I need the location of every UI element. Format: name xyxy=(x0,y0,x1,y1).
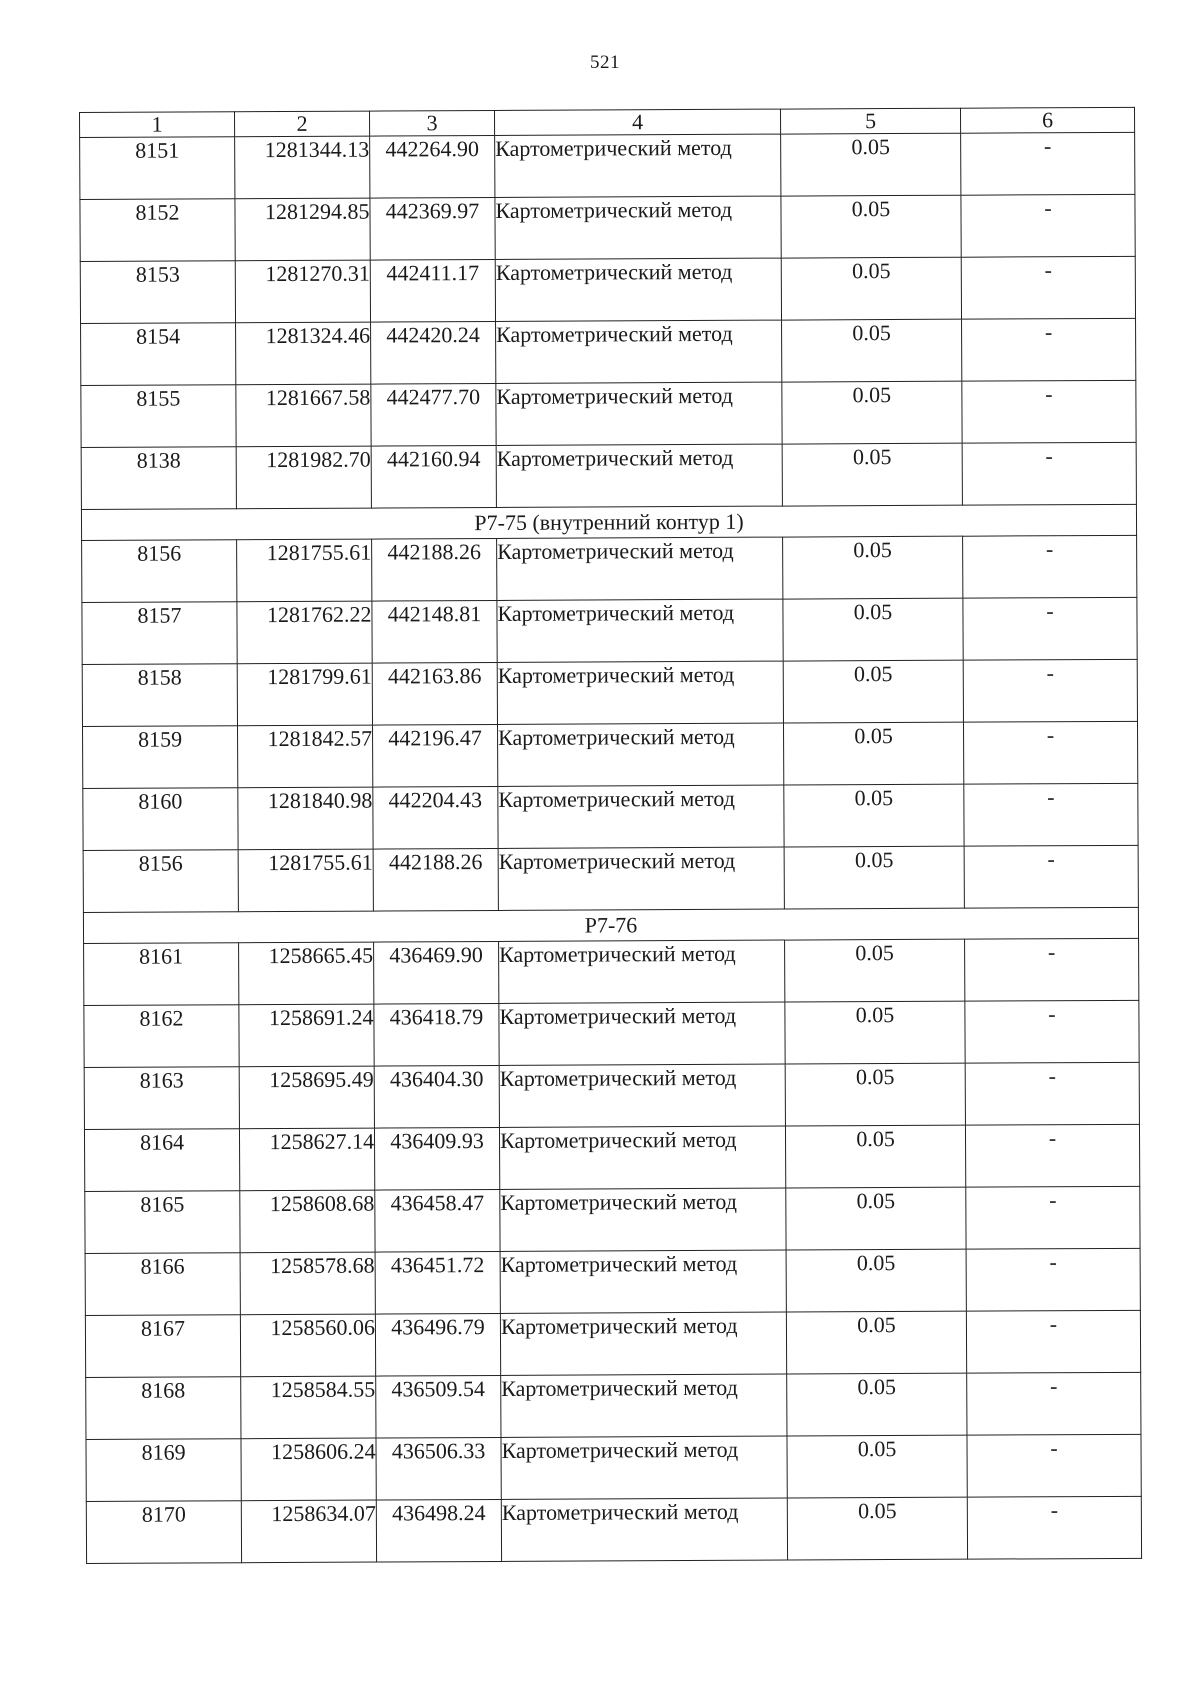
x-coordinate-cell: 1258627.14 xyxy=(239,1128,374,1191)
method-cell: Картометрический метод xyxy=(495,134,781,197)
column-header: 2 xyxy=(235,111,370,137)
coordinates-table xyxy=(79,107,1142,1564)
y-coordinate-cell: 442411.17 xyxy=(370,259,495,322)
method-cell: Картометрический метод xyxy=(496,382,782,445)
x-coordinate-cell: 1258608.68 xyxy=(240,1190,375,1253)
method-cell: Картометрический метод xyxy=(496,320,782,383)
table-row xyxy=(85,1310,1140,1377)
x-coordinate-cell: 1258691.24 xyxy=(239,1004,374,1067)
point-number-cell: 8169 xyxy=(86,1439,241,1502)
method-cell: Картометрический метод xyxy=(496,444,782,507)
y-coordinate-cell: 436404.30 xyxy=(374,1065,499,1128)
table-row xyxy=(80,256,1135,323)
point-number-cell: 8164 xyxy=(84,1129,239,1192)
point-number-cell: 8161 xyxy=(84,943,239,1006)
accuracy-cell: 0.05 xyxy=(783,722,963,785)
table-row xyxy=(86,1372,1141,1439)
point-number-cell: 8158 xyxy=(82,664,237,727)
table-row xyxy=(81,380,1136,447)
x-coordinate-cell: 1258695.49 xyxy=(239,1066,374,1129)
point-number-cell: 8155 xyxy=(81,385,236,448)
table-row xyxy=(81,442,1136,509)
note-cell: - xyxy=(965,1000,1139,1063)
section-title-row xyxy=(83,907,1138,943)
y-coordinate-cell: 436418.79 xyxy=(374,1003,499,1066)
table-row xyxy=(85,1248,1140,1315)
point-number-cell: 8166 xyxy=(85,1253,240,1316)
accuracy-cell: 0.05 xyxy=(784,846,964,909)
note-cell: - xyxy=(966,1248,1140,1311)
point-number-cell: 8154 xyxy=(81,323,236,386)
note-cell: - xyxy=(967,1372,1141,1435)
point-number-cell: 8165 xyxy=(85,1191,240,1254)
method-cell: Картометрический метод xyxy=(495,196,781,259)
point-number-cell: 8167 xyxy=(85,1315,240,1378)
accuracy-cell: 0.05 xyxy=(783,536,963,599)
y-coordinate-cell: 436496.79 xyxy=(375,1313,500,1376)
x-coordinate-cell: 1258578.68 xyxy=(240,1252,375,1315)
note-cell: - xyxy=(963,721,1137,784)
y-coordinate-cell: 442264.90 xyxy=(370,135,495,198)
note-cell: - xyxy=(964,783,1138,846)
x-coordinate-cell: 1281344.13 xyxy=(235,136,370,199)
y-coordinate-cell: 442204.43 xyxy=(373,786,498,849)
accuracy-cell: 0.05 xyxy=(787,1435,967,1498)
y-coordinate-cell: 442369.97 xyxy=(370,197,495,260)
method-cell: Картометрический метод xyxy=(499,1126,785,1189)
point-number-cell: 8160 xyxy=(83,788,238,851)
note-cell: - xyxy=(964,845,1138,908)
column-header: 3 xyxy=(369,110,494,136)
point-number-cell: 8163 xyxy=(84,1067,239,1130)
table-row xyxy=(83,783,1138,850)
method-cell: Картометрический метод xyxy=(495,258,781,321)
y-coordinate-cell: 442420.24 xyxy=(371,321,496,384)
note-cell: - xyxy=(965,1062,1139,1125)
accuracy-cell: 0.05 xyxy=(785,1125,965,1188)
section-title-row xyxy=(81,504,1136,540)
method-cell: Картометрический метод xyxy=(500,1312,786,1375)
table-row xyxy=(82,597,1137,664)
method-cell: Картометрический метод xyxy=(497,537,783,600)
y-coordinate-cell: 436506.33 xyxy=(376,1437,501,1500)
accuracy-cell: 0.05 xyxy=(781,195,961,258)
note-cell: - xyxy=(967,1496,1141,1559)
note-cell: - xyxy=(961,194,1135,257)
table-row xyxy=(86,1496,1141,1563)
point-number-cell: 8156 xyxy=(83,850,238,913)
accuracy-cell: 0.05 xyxy=(783,660,963,723)
accuracy-cell: 0.05 xyxy=(781,257,961,320)
point-number-cell: 8151 xyxy=(80,137,235,200)
y-coordinate-cell: 436458.47 xyxy=(375,1189,500,1252)
table-row xyxy=(82,659,1137,726)
method-cell: Картометрический метод xyxy=(500,1188,786,1251)
accuracy-cell: 0.05 xyxy=(785,939,965,1002)
method-cell: Картометрический метод xyxy=(501,1374,787,1437)
method-cell: Картометрический метод xyxy=(501,1436,787,1499)
column-header: 1 xyxy=(80,112,235,138)
accuracy-cell: 0.05 xyxy=(782,443,962,506)
column-header: 5 xyxy=(780,108,960,134)
table-row xyxy=(84,938,1139,1005)
table-row xyxy=(83,845,1138,912)
point-number-cell: 8138 xyxy=(81,447,236,510)
accuracy-cell: 0.05 xyxy=(782,381,962,444)
accuracy-cell: 0.05 xyxy=(785,1001,965,1064)
y-coordinate-cell: 442188.26 xyxy=(372,538,497,601)
x-coordinate-cell: 1281755.61 xyxy=(238,849,373,912)
accuracy-cell: 0.05 xyxy=(784,784,964,847)
table-body xyxy=(80,107,1142,1563)
point-number-cell: 8159 xyxy=(83,726,238,789)
note-cell: - xyxy=(962,380,1136,443)
point-number-cell: 8170 xyxy=(86,1501,241,1564)
accuracy-cell: 0.05 xyxy=(785,1063,965,1126)
y-coordinate-cell: 436469.90 xyxy=(374,941,499,1004)
y-coordinate-cell: 442196.47 xyxy=(372,724,497,787)
table-row xyxy=(84,1000,1139,1067)
accuracy-cell: 0.05 xyxy=(786,1311,966,1374)
x-coordinate-cell: 1281799.61 xyxy=(237,663,372,726)
section-title: Р7-76 xyxy=(83,907,1138,943)
section-title: Р7-75 (внутренний контур 1) xyxy=(81,504,1136,540)
y-coordinate-cell: 442160.94 xyxy=(371,445,496,508)
note-cell: - xyxy=(962,442,1136,505)
note-cell: - xyxy=(961,256,1135,319)
point-number-cell: 8162 xyxy=(84,1005,239,1068)
x-coordinate-cell: 1281840.98 xyxy=(238,787,373,850)
table-row xyxy=(82,535,1137,602)
point-number-cell: 8153 xyxy=(80,261,235,324)
x-coordinate-cell: 1258665.45 xyxy=(239,942,374,1005)
method-cell: Картометрический метод xyxy=(499,1002,785,1065)
point-number-cell: 8168 xyxy=(86,1377,241,1440)
x-coordinate-cell: 1281762.22 xyxy=(237,601,372,664)
accuracy-cell: 0.05 xyxy=(786,1249,966,1312)
column-header: 4 xyxy=(494,109,780,135)
method-cell: Картометрический метод xyxy=(497,723,783,786)
y-coordinate-cell: 436409.93 xyxy=(374,1127,499,1190)
page-number: 521 xyxy=(590,52,620,73)
x-coordinate-cell: 1258606.24 xyxy=(241,1438,376,1501)
table-row xyxy=(86,1434,1141,1501)
table-row xyxy=(80,194,1135,261)
point-number-cell: 8156 xyxy=(82,540,237,603)
note-cell: - xyxy=(962,318,1136,381)
table-row xyxy=(83,721,1138,788)
y-coordinate-cell: 436509.54 xyxy=(376,1375,501,1438)
x-coordinate-cell: 1258584.55 xyxy=(241,1376,376,1439)
note-cell: - xyxy=(966,1310,1140,1373)
y-coordinate-cell: 442148.81 xyxy=(372,600,497,663)
method-cell: Картометрический метод xyxy=(501,1498,787,1561)
y-coordinate-cell: 442163.86 xyxy=(372,662,497,725)
method-cell: Картометрический метод xyxy=(498,785,784,848)
note-cell: - xyxy=(963,659,1137,722)
note-cell: - xyxy=(966,1186,1140,1249)
note-cell: - xyxy=(967,1434,1141,1497)
point-number-cell: 8152 xyxy=(80,199,235,262)
column-header: 6 xyxy=(960,107,1134,133)
note-cell: - xyxy=(965,938,1139,1001)
method-cell: Картометрический метод xyxy=(499,940,785,1003)
table-row xyxy=(80,132,1135,199)
x-coordinate-cell: 1281842.57 xyxy=(238,725,373,788)
x-coordinate-cell: 1281667.58 xyxy=(236,384,371,447)
point-number-cell: 8157 xyxy=(82,602,237,665)
accuracy-cell: 0.05 xyxy=(783,598,963,661)
note-cell: - xyxy=(963,597,1137,660)
x-coordinate-cell: 1258634.07 xyxy=(241,1500,376,1563)
y-coordinate-cell: 442188.26 xyxy=(373,848,498,911)
x-coordinate-cell: 1281982.70 xyxy=(236,446,371,509)
x-coordinate-cell: 1281294.85 xyxy=(235,198,370,261)
note-cell: - xyxy=(961,132,1135,195)
accuracy-cell: 0.05 xyxy=(787,1373,967,1436)
x-coordinate-cell: 1258560.06 xyxy=(240,1314,375,1377)
method-cell: Картометрический метод xyxy=(498,847,784,910)
note-cell: - xyxy=(965,1124,1139,1187)
method-cell: Картометрический метод xyxy=(500,1250,786,1313)
y-coordinate-cell: 442477.70 xyxy=(371,383,496,446)
x-coordinate-cell: 1281755.61 xyxy=(237,539,372,602)
accuracy-cell: 0.05 xyxy=(781,133,961,196)
table-row xyxy=(81,318,1136,385)
table-row xyxy=(84,1124,1139,1191)
note-cell: - xyxy=(963,535,1137,598)
accuracy-cell: 0.05 xyxy=(786,1187,966,1250)
y-coordinate-cell: 436498.24 xyxy=(376,1499,501,1562)
x-coordinate-cell: 1281324.46 xyxy=(236,322,371,385)
x-coordinate-cell: 1281270.31 xyxy=(235,260,370,323)
table-row xyxy=(84,1062,1139,1129)
accuracy-cell: 0.05 xyxy=(782,319,962,382)
accuracy-cell: 0.05 xyxy=(787,1497,967,1560)
y-coordinate-cell: 436451.72 xyxy=(375,1251,500,1314)
table-row xyxy=(85,1186,1140,1253)
method-cell: Картометрический метод xyxy=(497,599,783,662)
method-cell: Картометрический метод xyxy=(499,1064,785,1127)
method-cell: Картометрический метод xyxy=(497,661,783,724)
